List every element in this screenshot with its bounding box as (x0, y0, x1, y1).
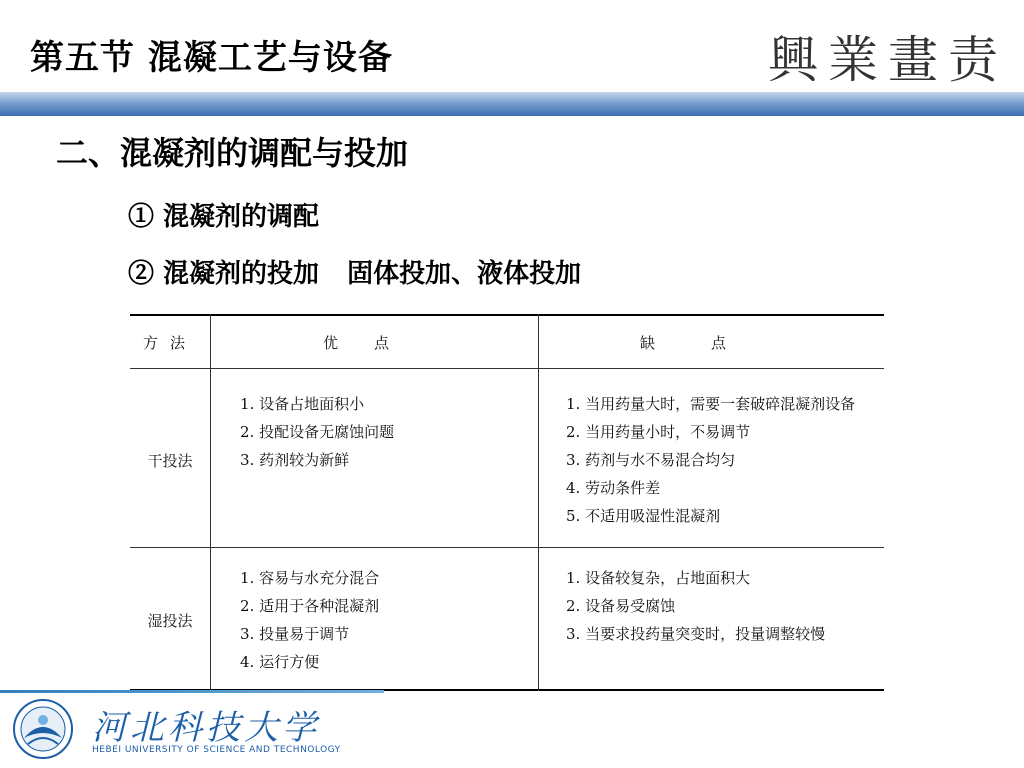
list-item: 2. 投配设备无腐蚀问题 (240, 423, 395, 441)
list-item: 1. 设备占地面积小 (240, 395, 365, 413)
wet-cons-list (566, 564, 825, 648)
list-item: 1. 容易与水充分混合 (240, 569, 380, 587)
page-title: 第五节 混凝工艺与设备 (30, 38, 393, 78)
column-header-pros: 优点 (322, 334, 425, 352)
dry-cons-list (566, 390, 855, 530)
footer-divider (0, 690, 384, 693)
list-item: 3. 当要求投药量突变时，投量调整较慢 (566, 625, 826, 643)
sub-item-preparation: ① 混凝剂的调配 (128, 202, 320, 232)
list-item: 3. 药剂较为新鲜 (240, 451, 350, 469)
table-top-rule (130, 314, 884, 316)
section-heading: 二、混凝剂的调配与投加 (56, 134, 409, 172)
list-item: 4. 劳动条件差 (566, 479, 661, 497)
sub-item-dosing-label: ② 混凝剂的投加 (128, 259, 320, 289)
method-dry: 干投法 (147, 452, 193, 470)
list-item: 5. 不适用吸湿性混凝剂 (566, 507, 721, 525)
university-name-cn: 河北科技大学 (92, 708, 320, 748)
sub-item-dosing (128, 253, 581, 290)
list-item: 3. 投量易于调节 (240, 625, 350, 643)
table-col-divider (538, 314, 539, 691)
list-item: 3. 药剂与水不易混合均匀 (566, 451, 736, 469)
dry-pros-list (240, 390, 394, 474)
list-item: 1. 当用药量大时，需要一套破碎混凝剂设备 (566, 395, 856, 413)
list-item: 2. 设备易受腐蚀 (566, 597, 676, 615)
sub-item-dosing-methods: 固体投加、液体投加 (347, 259, 582, 289)
university-name-en: HEBEI UNIVERSITY OF SCIENCE AND TECHNOLOGY (92, 745, 341, 755)
list-item: 1. 设备较复杂，占地面积大 (566, 569, 751, 587)
university-emblem-icon (12, 698, 74, 760)
list-item: 2. 当用药量小时，不易调节 (566, 423, 751, 441)
wet-pros-list (240, 564, 379, 676)
method-wet: 湿投法 (147, 612, 193, 630)
comparison-table (130, 314, 884, 691)
column-header-method: 方法 (142, 334, 197, 352)
column-header-cons: 缺点 (639, 334, 782, 352)
table-header-rule (130, 368, 884, 369)
calligraphy-motto: 興業畫责 (768, 31, 1008, 89)
table-col-divider (210, 314, 211, 691)
table-row-rule (130, 547, 884, 548)
list-item: 2. 适用于各种混凝剂 (240, 597, 380, 615)
list-item: 4. 运行方便 (240, 653, 320, 671)
header-gradient-bar (0, 92, 1024, 116)
